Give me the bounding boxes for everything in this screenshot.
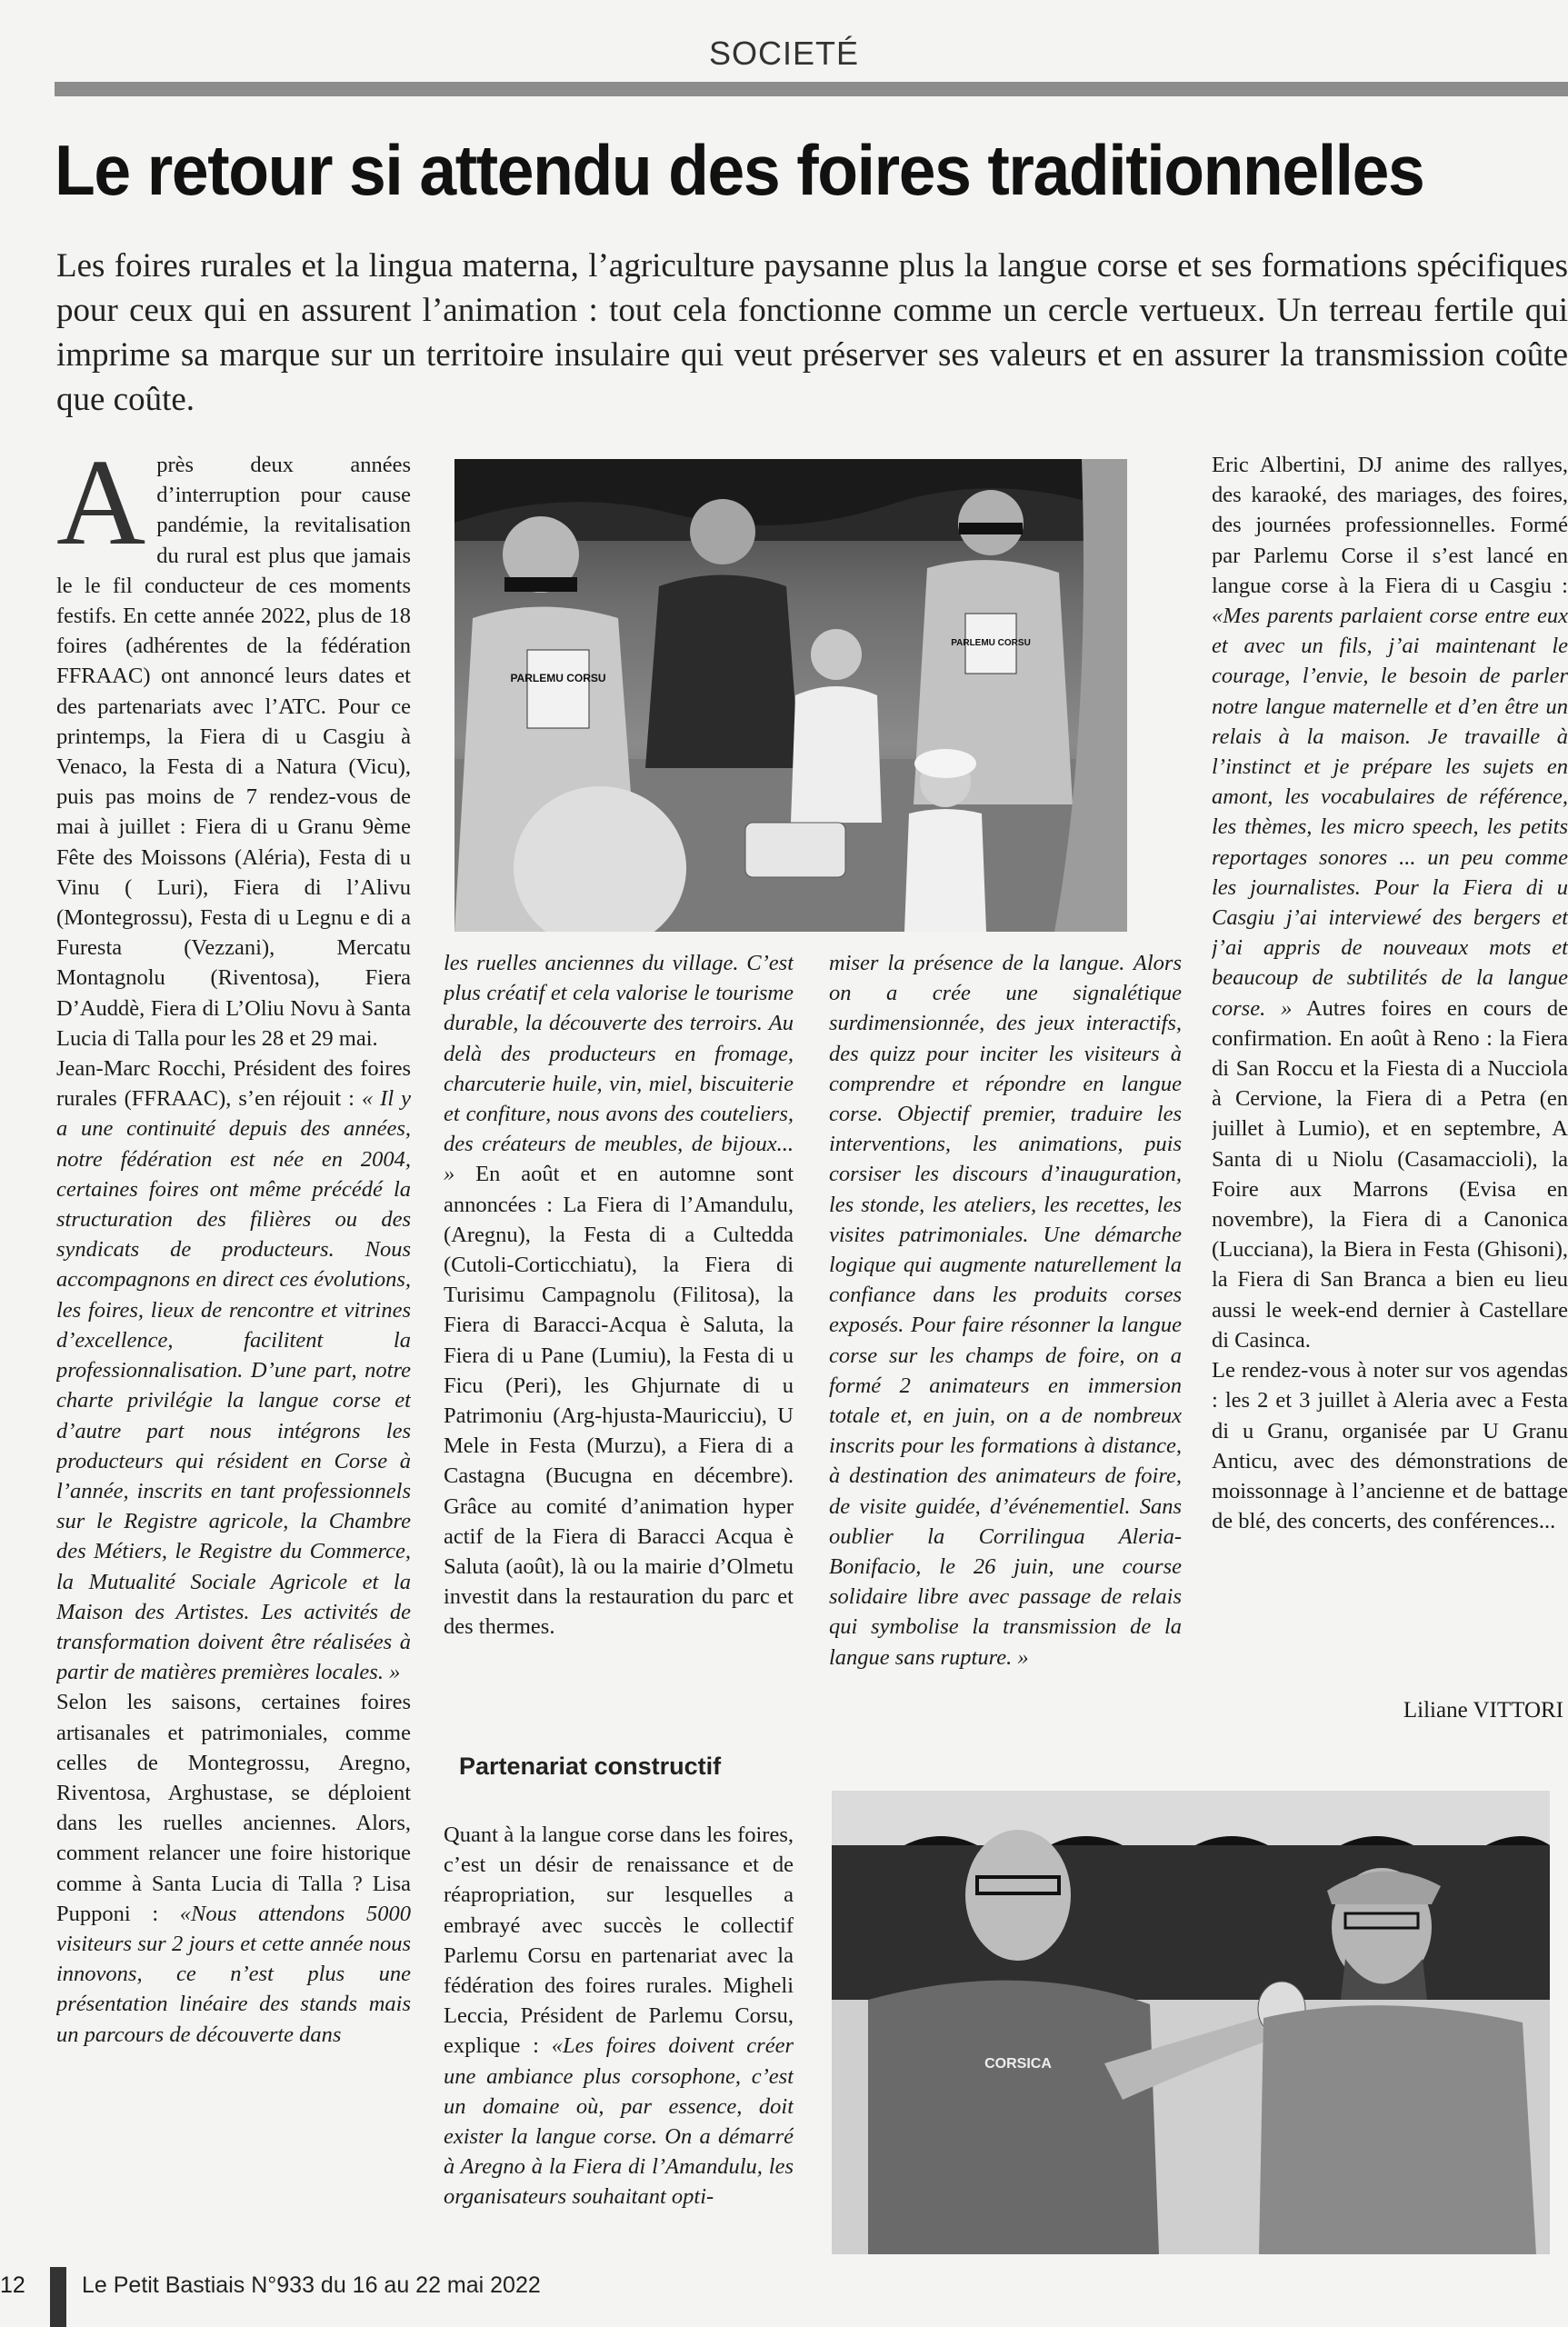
fair-crowd-photo xyxy=(454,459,1127,932)
other-fairs-text: Autres foires en cours de confirmation. En août à Reno : la Fiera di San Roccu et la Fiesta di a Nucciola à Cervione, la Fiera di a Petra (en juillet à Lumio), et en septembre, A Santa di u Niolu (Casamaccioli), la Foire aux Marrons (Evisa en novembre), la Fiera di a Canonica (Lucciana), la Biera in Festa (Ghisoni), la Fiera di San Branca a bien eu lieu aussi le week-end dernier à Castellare di Casinca. xyxy=(1212,995,1568,1353)
column-3 xyxy=(829,948,1182,1766)
autumn-fairs-text: En août et en automne sont annoncées : La Fiera di l’Amandulu, (Aregnu), la Festa di a Cultedda (Cutoli-Corticchiatu), la Fiera di Turisimu Campagnolu (Filitosa), la Fiera di Baracci-Acqua è Saluta, la Fiera di u Pane (Lumiu), la Festa di u Ficu (Peri), les Ghjurnate di u Patrimoniu (Arg-hjusta-Mauricciu), U Mele in Festa (Murzu), a Fiera di a Castagna (Bucugna en décembre). Grâce au comité d’animation hyper actif de la Fiera di Baracci Acqua è Saluta (août), là ou la mairie d’Olmetu investit dans la restauration du parc et des thermes. xyxy=(444,1162,794,1640)
rocchi-quote: « Il y a une continuité depuis des années, notre fédération est née en 2004, certaines foires ont même précédé la structuration des filières ou des syndicats de producteurs. Nous accompagnons en direct ces évolutions, les foires, lieux de rencontre et vitrines d’excellence, facilitent la professionnalisation. D’une part, notre charte privilégie la langue corse et d’autre part nous intégrons les producteurs qui résident en Corse à l’année, inscrits en tant professionnels sur le Registre agricole, la Chambre des Métiers, le Registre du Commerce, la Mutualité Sociale Agricole et la Maison des Artistes. Les activités de transformation doivent être réalisées à partir de matières premières locales. » xyxy=(56,1086,411,1685)
author-signature: Liliane VITTORI xyxy=(1403,1698,1563,1723)
pupponi-quote: «Nous attendons 5000 visiteurs sur 2 jours et cette année nous innovons, ce n’est plus une présentation linéaire des stands mais un parcours de découverte dans xyxy=(56,1901,411,2047)
section-label: SOCIETÉ xyxy=(708,35,860,72)
header-rule xyxy=(55,82,1568,96)
column-2-bottom xyxy=(444,1820,794,2242)
leccia-quote: «Les foires doivent créer une ambiance plus corsophone, c’est un domaine où, par essence, doit exister la langue corse. On a démarré à Aregno à la Fiera di l’Amandulu, les organisateurs souhaitant opti- xyxy=(444,2033,794,2210)
partenariat-text: Quant à la langue corse dans les foires, c’est un désir de renaissance et de réapropriation, sur lesquelles a embrayé avec succès le collectif Parlemu Corsu en partenariat avec la fédération des foires rurales. Migheli Leccia, Président de Parlemu Corsu, explique : xyxy=(444,1823,794,2059)
paragraph-albertini xyxy=(1212,450,1568,1355)
footer-bar xyxy=(50,2267,66,2327)
fair-crowd-illustration xyxy=(454,459,1127,932)
column-2 xyxy=(444,948,794,1739)
headline: Le retour si attendu des foires traditionnelles xyxy=(55,130,1424,210)
paragraph-intro xyxy=(56,450,411,1054)
paragraph-agenda: Le rendez-vous à noter sur vos agendas : les 2 et 3 juillet à Aleria avec a Festa di u Granu, organisée par U Granu Anticu, avec des démonstrations de moissonnage à l’ancienne et de battage de blé, des concerts, des conférences... xyxy=(1212,1358,1568,1534)
leccia-quote-cont: miser la présence de la langue. Alors on a crée une signalétique surdimensionnée, des jeux interactifs, des quizz pour inciter les visiteurs à comprendre et répondre en langue corse. Objectif premier, traduire les interventions, les animations, puis corsiser les discours d’inauguration, les stonde, les ateliers, les recettes, les visites patrimoniales. Une démarche logique qui augmente naturellement la confiance dans les produits corses exposés. Pour faire résonner la langue corse sur les champs de foire, on a formé 2 animateurs en immersion totale et, en juin, on a de nombreux inscrits pour les formations à distance, à destination des animateurs de foire, de visite guidée, d’événementiel. Sans oublier la Corrilingua Aleria-Bonifacio, le 26 juin, une course solidaire libre avec passage de relais qui symbolise la transmission de la langue sans rupture. » xyxy=(829,951,1182,1670)
badge-a: PARLEMU CORSU xyxy=(510,672,606,684)
pupponi-quote-cont: les ruelles anciennes du village. C’est plus créatif et cela valorise le tourisme durable, la découverte des terroirs. Au delà des producteurs en fromage, charcuterie huile, vin, miel, biscuiterie et confiture, nous avons des couteliers, des créateurs de meubles, de bijoux... » xyxy=(444,951,794,1187)
paragraph-pupponi xyxy=(56,1687,411,2049)
subheading-partenariat: Partenariat constructif xyxy=(459,1753,722,1780)
pupponi-text: Selon les saisons, certaines foires artisanales et patrimoniales, comme celles de Montegrossu, Aregno, Riventosa, Arghustase, se déploient dans les ruelles anciennes. Alors, comment relancer une foire historique comme à Santa Lucia di Talla ? Lisa Pupponi : xyxy=(56,1690,411,1926)
paragraph-col2-a xyxy=(444,948,794,1643)
lede: Les foires rurales et la lingua materna, l’agriculture paysanne plus la langue corse et ses formations spécifiques pour ceux qui en assurent l’animation : tout cela fonctionne comme un cercle vertueux. Un terreau fertile qui imprime sa marque sur un territoire insulaire qui veut préserver ses valeurs et en assurer la transmission coûte que coûte. xyxy=(56,247,1568,418)
interview-photo xyxy=(832,1791,1550,2254)
paragraph-rocchi xyxy=(56,1054,411,1687)
rocchi-text: Jean-Marc Rocchi, Président des foires rurales (FFRAAC), s’en réjouit : xyxy=(56,1056,411,1112)
column-4 xyxy=(1212,450,1568,1686)
interview-illustration xyxy=(832,1791,1550,2254)
albertini-quote: «Mes parents parlaient corse entre eux et avec un fils, j’ai maintenant le courage, l’envie, le besoin de parler notre langue maternelle et d’en être un relais à la maison. Je travaille à l’instinct et je prépare les sujets en amont, les vocabulaires de référence, les thèmes, les micro speech, les petits reportages sonores ... un peu comme les journalistes. Pour la Fiera di u Casgiu j’ai interviewé des bergers et j’ai appris de nouveaux mots et beaucoup de subtilités de la langue corse. » xyxy=(1212,604,1568,1021)
paragraph-partenariat xyxy=(444,1820,794,2212)
intro-text: près deux années d’interruption pour cause pandémie, la revitalisation du rural est plus que jamais le le fil conducteur de ces moments festifs. En cette année 2022, plus de 18 foires (adhérentes de la fédération FFRAAC) ont annoncé leurs dates et des partenariats avec l’ATC. Pour ce printemps, la Fiera di u Casgiu à Venaco, la Festa di a Natura (Vicu), puis pas moins de 7 rendez-vous de mai à juillet : Fiera di u Granu 9ème Fête des Moissons (Aléria), Festa di u Vinu ( Luri), Fiera di l’Alivu (Montegrossu), Festa di u Legnu e di a Furesta (Vezzani), Mercatu Montagnolu (Riventosa), Fiera D’Auddè, Fiera di L’Oliu Novu à Santa Lucia di Talla pour les 28 et 29 mai. xyxy=(56,453,411,1051)
drop-cap: A xyxy=(56,450,146,571)
badge-b: PARLEMU CORSU xyxy=(951,638,1031,648)
albertini-text: Eric Albertini, DJ anime des rallyes, des karaoké, des mariages, des foires, des journées professionnelles. Formé par Parlemu Corse il s’est lancé en langue corse à la Fiera di u Casgiu : xyxy=(1212,453,1568,598)
page-number: 12 xyxy=(0,2272,25,2298)
shirt-text: CORSICA xyxy=(984,2056,1052,2072)
column-1 xyxy=(56,450,411,2241)
footer-publication: Le Petit Bastiais N°933 du 16 au 22 mai 2022 xyxy=(82,2272,541,2298)
